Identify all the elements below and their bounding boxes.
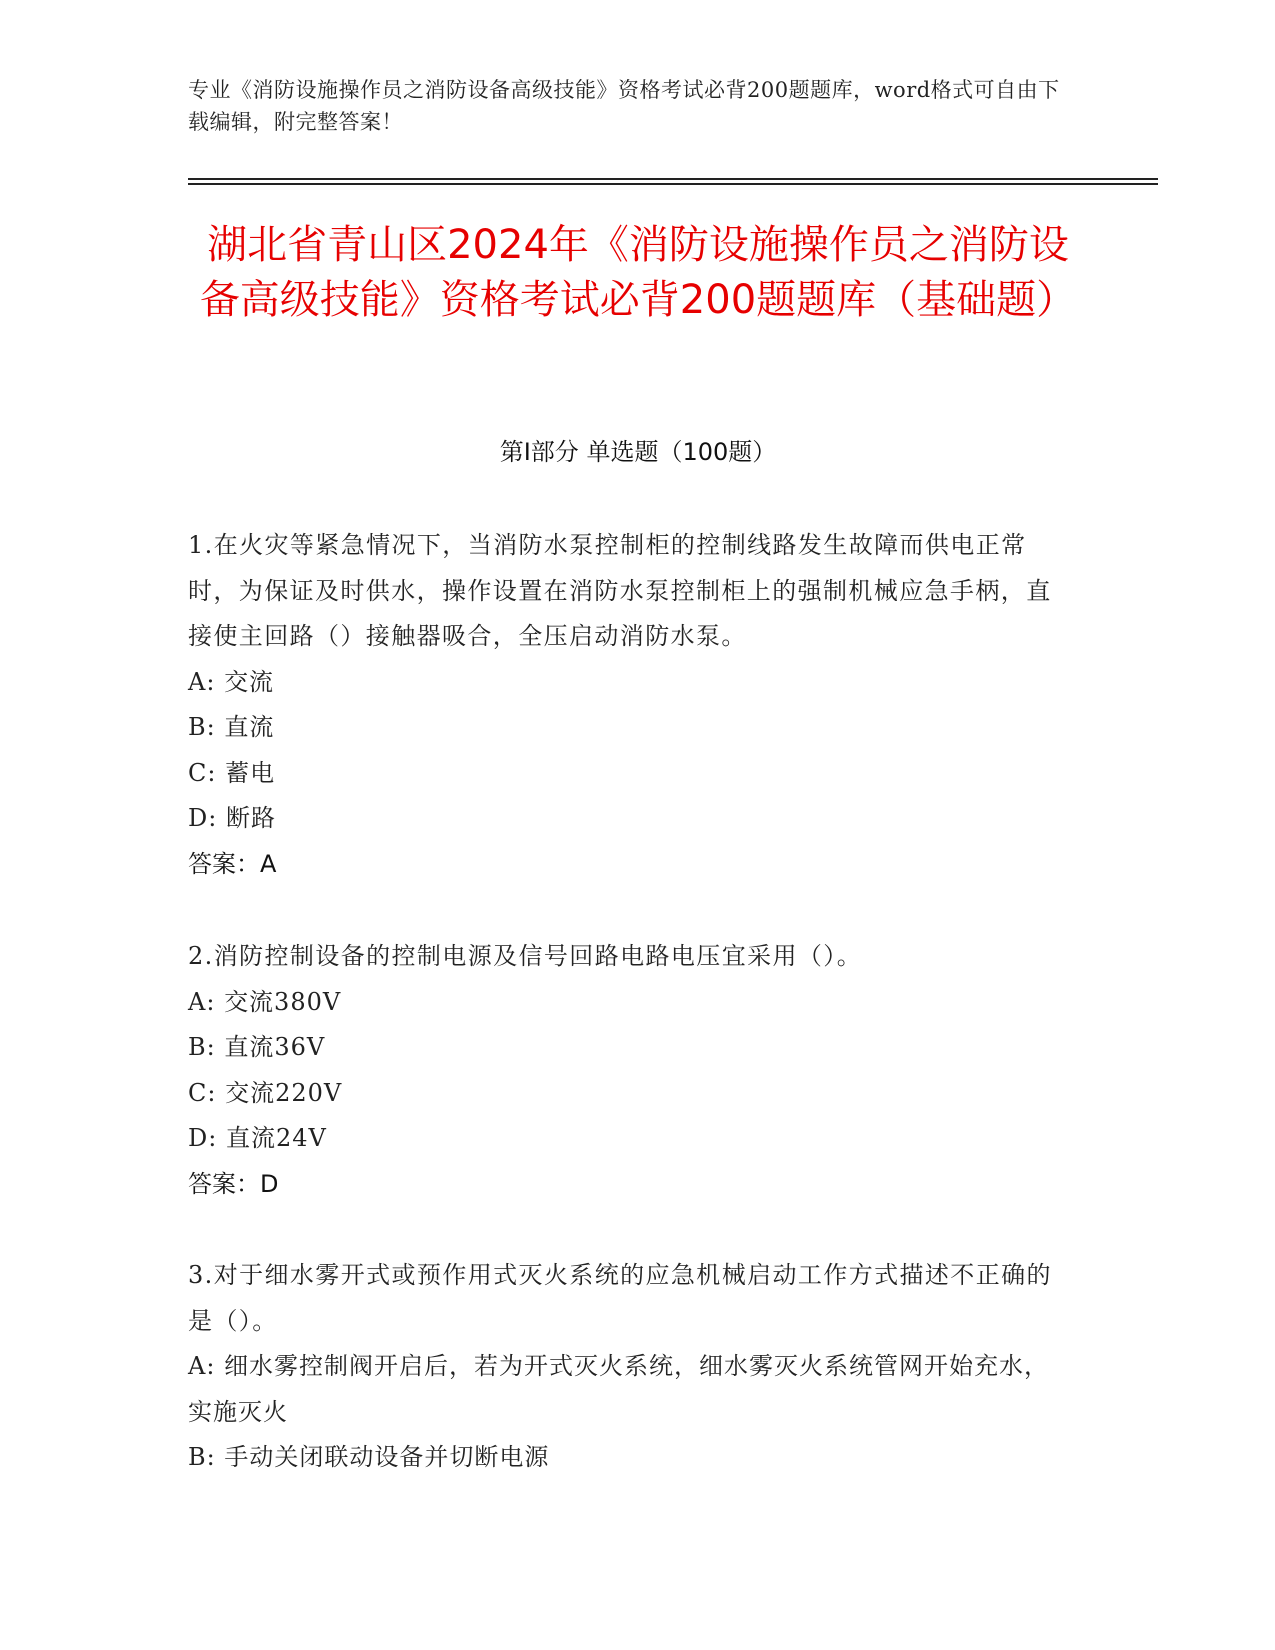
option-text: 手动关闭联动设备并切断电源 bbox=[224, 1443, 550, 1471]
answer-line: 答案：D bbox=[188, 1169, 279, 1198]
option-key: C: bbox=[188, 1078, 217, 1107]
option-key: A: bbox=[188, 667, 216, 696]
document-title: 湖北省青山区2024年《消防设施操作员之消防设备高级技能》资格考试必背200题题库（基础题） bbox=[199, 222, 1077, 323]
option-text: 交流220V bbox=[225, 1078, 343, 1107]
answer-line: 答案：A bbox=[188, 849, 277, 878]
option-a bbox=[188, 1344, 1068, 1435]
option-text: 直流36V bbox=[224, 1033, 326, 1061]
question-1 bbox=[188, 523, 1068, 887]
question-stem: 2.消防控制设备的控制电源及信号回路电路电压宜采用（）。 bbox=[188, 942, 863, 970]
option-a bbox=[188, 660, 1068, 706]
option-a bbox=[188, 980, 1068, 1026]
option-b bbox=[188, 1025, 1068, 1071]
header-divider-bottom bbox=[188, 183, 1158, 185]
option-key: D: bbox=[188, 804, 218, 832]
header-divider-top bbox=[188, 178, 1158, 180]
option-key: B: bbox=[188, 713, 216, 741]
question-stem: 1.在火灾等紧急情况下，当消防水泵控制柜的控制线路发生故障而供电正常时，为保证及时供水，操作设置在消防水泵控制柜上的强制机械应急手柄，直接使主回路（）接触器吸合，全压启动消防水泵。 bbox=[188, 531, 1052, 650]
question-stem: 3.对于细水雾开式或预作用式灭火系统的应急机械启动工作方式描述不正确的是（）。 bbox=[188, 1261, 1052, 1335]
section-heading: 第I部分 单选题（100题） bbox=[499, 438, 777, 466]
option-key: C: bbox=[188, 758, 217, 787]
option-key: B: bbox=[188, 1443, 216, 1471]
option-c bbox=[188, 751, 1068, 797]
question-2 bbox=[188, 934, 1068, 1207]
question-3 bbox=[188, 1253, 1068, 1481]
option-key: D: bbox=[188, 1124, 218, 1152]
header-note: 专业《消防设施操作员之消防设备高级技能》资格考试必背200题题库，word格式可自由下载编辑，附完整答案！ bbox=[188, 78, 1060, 134]
option-text: 交流 bbox=[224, 667, 275, 696]
option-key: B: bbox=[188, 1033, 216, 1061]
option-text: 直流24V bbox=[225, 1124, 327, 1152]
option-d bbox=[188, 796, 1068, 842]
option-text: 细水雾控制阀开启后，若为开式灭火系统，细水雾灭火系统管网开始充水，实施灭火 bbox=[188, 1352, 1050, 1426]
option-key: A: bbox=[188, 987, 216, 1016]
option-b bbox=[188, 1435, 1068, 1481]
option-d bbox=[188, 1116, 1068, 1162]
option-text: 蓄电 bbox=[225, 758, 276, 787]
option-c bbox=[188, 1071, 1068, 1117]
option-text: 交流380V bbox=[224, 987, 342, 1016]
option-text: 直流 bbox=[224, 713, 275, 741]
option-key: A: bbox=[188, 1352, 216, 1380]
option-b bbox=[188, 705, 1068, 751]
option-text: 断路 bbox=[225, 804, 276, 832]
